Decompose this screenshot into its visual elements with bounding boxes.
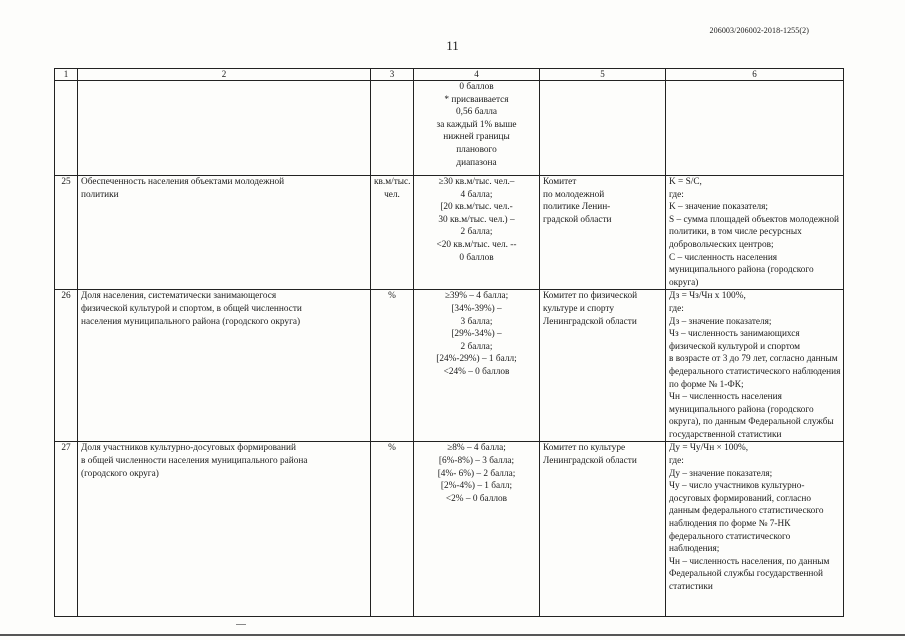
responsible-cell: [540, 442, 666, 617]
column-header: 5: [540, 69, 666, 81]
indicator-name-cell: [78, 442, 371, 617]
method-line: где:: [669, 189, 684, 200]
score-line: [4%- 6%) – 2 балла;: [437, 468, 516, 479]
indicator-name-line: Доля населения, систематически занимающегося: [81, 291, 277, 302]
indicators-table: [54, 68, 844, 617]
method-line: досуговых формирований, согласно: [669, 493, 812, 504]
method-line: Ду = Чу/Чн × 100%,: [669, 443, 749, 454]
score-line: <24% – 0 баллов: [443, 366, 510, 377]
method-line: политики, в том числе ресурсных: [669, 227, 802, 238]
method-line: федерального статистического наблюдения: [669, 366, 841, 377]
document-id: 206003/206002-2018-1255(2): [709, 26, 809, 35]
method-cell: [666, 442, 844, 617]
indicator-name-cell: [78, 176, 371, 290]
row-number-cell: 26: [55, 290, 78, 442]
responsible-cell: [540, 81, 666, 176]
table-row: [55, 442, 844, 617]
score-line: нижней границы: [443, 132, 510, 143]
score-line: * присваивается: [444, 94, 509, 105]
method-line: округа), по данным Федеральной службы: [669, 417, 834, 428]
responsible-line: Комитет по культуре: [543, 443, 626, 454]
score-line: [20 кв.м/тыс. чел.-: [440, 202, 513, 213]
score-line: ≥8% – 4 балла;: [447, 443, 506, 454]
method-line: S – сумма площадей объектов молодежной: [669, 214, 839, 225]
score-line: 2 балла;: [460, 227, 493, 238]
method-line: в возрасте от 3 до 79 лет, согласно данным: [669, 354, 838, 365]
column-header: 3: [371, 69, 414, 81]
score-line: ≥30 кв.м/тыс. чел.–: [438, 177, 515, 187]
scan-mark: [236, 624, 246, 625]
score-line: 3 балла;: [460, 316, 493, 327]
score-line: за каждый 1% выше: [436, 119, 517, 130]
page-number: 11: [446, 38, 459, 53]
column-header: 4: [414, 69, 540, 81]
score-line: 0 баллов: [459, 82, 494, 92]
score-line: [6%-8%) – 3 балла;: [438, 456, 515, 467]
method-line: Федеральной службы государственной: [669, 569, 824, 580]
score-line: диапазона: [456, 157, 497, 168]
score-line: 0,56 балла: [456, 107, 497, 118]
row-number-cell: [55, 81, 78, 176]
table-row: [55, 290, 844, 442]
responsible-cell: [540, 290, 666, 442]
indicator-name-line: Обеспеченность населения объектами молодежной: [81, 177, 285, 187]
method-line: наблюдения;: [669, 544, 720, 555]
method-line: Дз – значение показателя;: [669, 316, 772, 327]
unit-cell: [371, 290, 414, 442]
method-line: Дз = Чз/Чн x 100%,: [669, 291, 746, 302]
method-line: Чз – численность занимающихся: [669, 329, 800, 340]
method-line: Чу – число участников культурно-: [669, 481, 805, 492]
indicator-name-line: политики: [81, 189, 119, 200]
method-line: где:: [669, 303, 684, 314]
table-row: [55, 176, 844, 290]
indicator-name-line: населения муниципального района (городского округа): [81, 316, 301, 327]
row-number-cell: 27: [55, 442, 78, 617]
method-line: K – значение показателя;: [669, 202, 768, 213]
method-cell: [666, 176, 844, 290]
unit-cell: [371, 442, 414, 617]
score-cell: [414, 176, 540, 290]
score-line: 30 кв.м/тыс. чел.) –: [438, 214, 515, 225]
responsible-line: Ленинградской области: [543, 316, 637, 327]
method-line: государственной статистики: [669, 429, 782, 440]
unit-line: чел.: [384, 189, 400, 200]
indicator-name-cell: [78, 290, 371, 442]
page-edge-line: [0, 634, 905, 636]
table-row: [55, 81, 844, 176]
responsible-line: Ленинградской области: [543, 456, 637, 467]
indicator-name-line: физической культурой и спортом, в общей численности: [81, 303, 302, 314]
method-line: статистики: [669, 582, 713, 592]
method-line: Ду – значение показателя;: [669, 468, 773, 479]
method-line: C – численность населения: [669, 252, 778, 263]
score-cell: [414, 290, 540, 442]
score-cell: [414, 442, 540, 617]
score-line: [24%-29%) – 1 балл;: [436, 354, 517, 365]
indicator-name-line: в общей численности населения муниципального района: [81, 456, 308, 467]
unit-cell: [371, 81, 414, 176]
score-line: [34%-39%) –: [451, 303, 502, 314]
score-line: 4 балла;: [460, 189, 493, 200]
method-line: данным федерального статистического: [669, 506, 824, 517]
score-cell: [414, 81, 540, 176]
score-line: ≥39% – 4 балла;: [444, 291, 509, 302]
method-line: где:: [669, 456, 684, 467]
score-line: [2%-4%) – 1 балл;: [440, 481, 513, 492]
responsible-line: по молодежной: [543, 189, 605, 200]
method-line: по форме № 1-ФК;: [669, 379, 744, 390]
unit-line: %: [388, 443, 396, 454]
responsible-line: политике Ленин-: [543, 202, 611, 213]
unit-line: %: [388, 291, 396, 302]
method-line: муниципального района (городского: [669, 404, 814, 415]
method-cell: [666, 290, 844, 442]
responsible-line: культуре и спорту: [543, 303, 615, 314]
method-cell: [666, 81, 844, 176]
method-line: округа): [669, 277, 699, 288]
score-line: планового: [456, 144, 497, 155]
table-header-row: [55, 69, 844, 81]
method-line: K = S/C,: [669, 177, 702, 187]
responsible-line: Комитет по физической: [543, 291, 638, 302]
column-header: 6: [666, 69, 844, 81]
method-line: Чн – численность населения, по данным: [669, 556, 830, 567]
method-line: Чн – численность населения: [669, 392, 782, 403]
method-line: физической культурой и спортом: [669, 341, 801, 352]
row-number-cell: 25: [55, 176, 78, 290]
score-line: 2 балла;: [460, 341, 493, 352]
method-line: муниципального района (городского: [669, 265, 814, 276]
unit-line: кв.м/тыс.: [374, 177, 411, 187]
score-line: <20 кв.м/тыс. чел. --: [436, 239, 517, 250]
indicator-name-line: (городского округа): [81, 468, 159, 479]
score-line: 0 баллов: [459, 252, 494, 263]
column-header: 1: [55, 69, 78, 81]
method-line: добровольческих центров;: [669, 239, 774, 250]
method-line: наблюдения по форме № 7-НК: [669, 519, 791, 530]
indicator-name-line: Доля участников культурно-досуговых формирований: [81, 443, 296, 454]
method-line: федерального статистического: [669, 531, 791, 542]
score-line: <2% – 0 баллов: [445, 493, 508, 504]
responsible-line: Комитет: [543, 177, 577, 187]
responsible-cell: [540, 176, 666, 290]
column-header: 2: [78, 69, 371, 81]
unit-cell: [371, 176, 414, 290]
indicator-name-cell: [78, 81, 371, 176]
score-line: [29%-34%) –: [451, 329, 502, 340]
responsible-line: градской области: [543, 214, 612, 225]
